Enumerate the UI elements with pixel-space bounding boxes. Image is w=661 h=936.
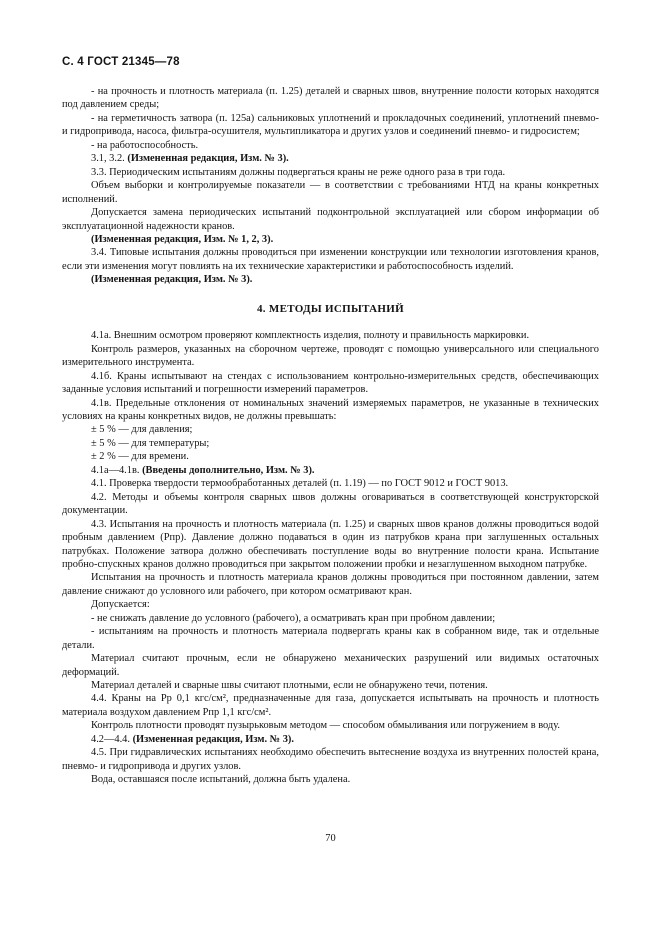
paragraph-text: 3.4. Типовые испытания должны проводиться при изменении конструкции или технологии изготовления кранов, если эти изменения могут повлиять на их технические характеристики и работоспособность изделий. xyxy=(62,247,599,272)
paragraph xyxy=(62,206,599,233)
paragraph xyxy=(62,329,599,342)
paragraph-text: Контроль плотности проводят пузырьковым методом — способом обмыливания или погружением в воду. xyxy=(91,720,560,732)
paragraph-text: 4.1. Проверка твердости термообработанных деталей (п. 1.19) — по ГОСТ 9012 и ГОСТ 9013. xyxy=(91,478,509,490)
paragraph xyxy=(62,370,599,397)
paragraph-text: 3.3. Периодическим испытаниям должны подвергаться краны не реже одного раза в три года. xyxy=(91,166,506,178)
page-header: С. 4 ГОСТ 21345—78 xyxy=(62,56,180,68)
paragraph xyxy=(62,679,599,692)
paragraph-text: Испытания на прочность и плотность материала кранов должны проводиться при постоянном давлении, затем давление снижают до условного или рабочего, при котором осматривают кран. xyxy=(62,572,599,597)
paragraph-text: 4.3. Испытания на прочность и плотность материала (п. 1.25) и сварных швов кранов должны проводиться водой пробным давлением (Pпр). Давление должно подаваться в один из патрубков крана при заглушенных остальных патрубках. Положение затвора должно обеспечивать поступление воды во внутренние полости крана. Испытание пробно-спускных кранов должно проводиться при закрытом положении пробки и незаглушенном выходном патрубке. xyxy=(62,518,599,570)
paragraph xyxy=(62,598,599,611)
paragraph xyxy=(62,152,599,165)
paragraph xyxy=(62,652,599,679)
paragraph-text: Допускается замена периодических испытаний подконтрольной эксплуатацией или сбором информации об эксплуатационной надежности кранов. xyxy=(62,207,599,232)
amendment-note: (Измененная редакция, Изм. № 3). xyxy=(91,274,253,286)
paragraph xyxy=(62,491,599,518)
paragraph xyxy=(62,518,599,572)
paragraph xyxy=(62,464,599,477)
paragraph xyxy=(62,397,599,424)
amendment-note: (Измененная редакция, Изм. № 3). xyxy=(127,153,289,165)
paragraph-text: 4.1в. Предельные отклонения от номинальных значений измеряемых параметров, не указанные в технических условиях на краны конкретных видов, не должны превышать: xyxy=(62,397,599,422)
paragraph xyxy=(62,423,599,436)
paragraph xyxy=(62,692,599,719)
section-title: 4. МЕТОДЫ ИСПЫТАНИЙ xyxy=(257,302,404,315)
paragraph xyxy=(62,437,599,450)
paragraph xyxy=(62,612,599,625)
paragraph xyxy=(62,246,599,273)
paragraph-text: Объем выборки и контролируемые показатели — в соответствии с требованиями НТД на краны конкретных исполнений. xyxy=(62,180,599,205)
paragraph-text: Допускается: xyxy=(91,599,150,611)
paragraph xyxy=(62,112,599,139)
amendment-note: (Введены дополнительно, Изм. № 3). xyxy=(142,464,315,476)
paragraph-text: - испытаниям на прочность и плотность материала подвергать краны как в собранном виде, так и отдельные детали. xyxy=(62,626,599,651)
paragraph xyxy=(62,571,599,598)
amendment-note: (Измененная редакция, Изм. № 1, 2, 3). xyxy=(91,233,274,245)
paragraph-text: - не снижать давление до условного (рабочего), а осматривать кран при пробном давлении; xyxy=(91,612,496,624)
paragraph-text: 4.1б. Краны испытывают на стендах с использованием контрольно-измерительных средств, обеспечивающих заданные условия испытаний и погрешности измерений параметров. xyxy=(62,370,599,396)
paragraph-text: Контроль размеров, указанных на сборочном чертеже, проводят с помощью универсального или специального измерительного инструмента. xyxy=(62,343,599,369)
paragraph xyxy=(62,450,599,463)
page-number: 70 xyxy=(325,833,336,844)
paragraph-text: ± 5 % — для температуры; xyxy=(91,437,210,449)
section-4-text xyxy=(62,329,599,786)
paragraph-text: 4.5. При гидравлических испытаниях необходимо обеспечить вытеснение воздуха из внутренних полостей крана, пневмо- и гидропривода и других узлов. xyxy=(62,747,599,772)
paragraph xyxy=(62,166,599,179)
paragraph xyxy=(62,625,599,652)
paragraph-number: 3.1, 3.2. xyxy=(91,153,128,165)
paragraph-text: ± 2 % — для времени. xyxy=(91,451,189,463)
paragraph-number: 4.1а—4.1в. xyxy=(91,464,143,476)
document-body xyxy=(62,85,599,787)
paragraph xyxy=(62,773,599,786)
paragraph xyxy=(62,733,599,746)
paragraph-text: - на герметичность затвора (п. 125а) сальниковых уплотнений и прокладочных соединений, уплотнений пневмо- и гидропривода, насоса, фильтра-осушителя, мультипликатора и других узлов и соединений пневмо- и гидросистем; xyxy=(62,112,599,138)
paragraph-number: 4.2—4.4. xyxy=(91,733,133,745)
paragraph xyxy=(62,343,599,370)
paragraph xyxy=(62,233,599,246)
paragraph-text: Вода, оставшаяся после испытаний, должна быть удалена. xyxy=(91,774,351,786)
amendment-note: (Измененная редакция, Изм. № 3). xyxy=(132,733,294,745)
paragraph-text: Материал деталей и сварные швы считают плотными, если не обнаружено течи, потения. xyxy=(91,680,488,692)
paragraph-text: ± 5 % — для давления; xyxy=(91,424,193,436)
paragraph-text: 4.2. Методы и объемы контроля сварных швов должны оговариваться в соответствующей конструкторской документации. xyxy=(62,491,599,517)
paragraph xyxy=(62,719,599,732)
paragraph-text: - на прочность и плотность материала (п. 1.25) деталей и сварных швов, внутренние полости которых находятся под давлением среды; xyxy=(62,86,599,111)
paragraph-text: - на работоспособность. xyxy=(91,139,199,151)
paragraph xyxy=(62,477,599,490)
paragraph xyxy=(62,85,599,112)
paragraph xyxy=(62,273,599,286)
paragraph xyxy=(62,179,599,206)
paragraph-text: Материал считают прочным, если не обнаружено механических разрушений или видимых остаточных деформаций. xyxy=(62,653,599,678)
section-3-text xyxy=(62,85,599,287)
paragraph xyxy=(62,746,599,773)
paragraph xyxy=(62,139,599,152)
paragraph-text: 4.4. Краны на Pр 0,1 кгс/см², предназначенные для газа, допускается испытывать на прочность и плотность материала воздухом давлением Pпр 1,1 кгс/см². xyxy=(62,693,599,718)
paragraph-text: 4.1а. Внешним осмотром проверяют комплектность изделия, полноту и правильность маркировки. xyxy=(91,330,530,342)
